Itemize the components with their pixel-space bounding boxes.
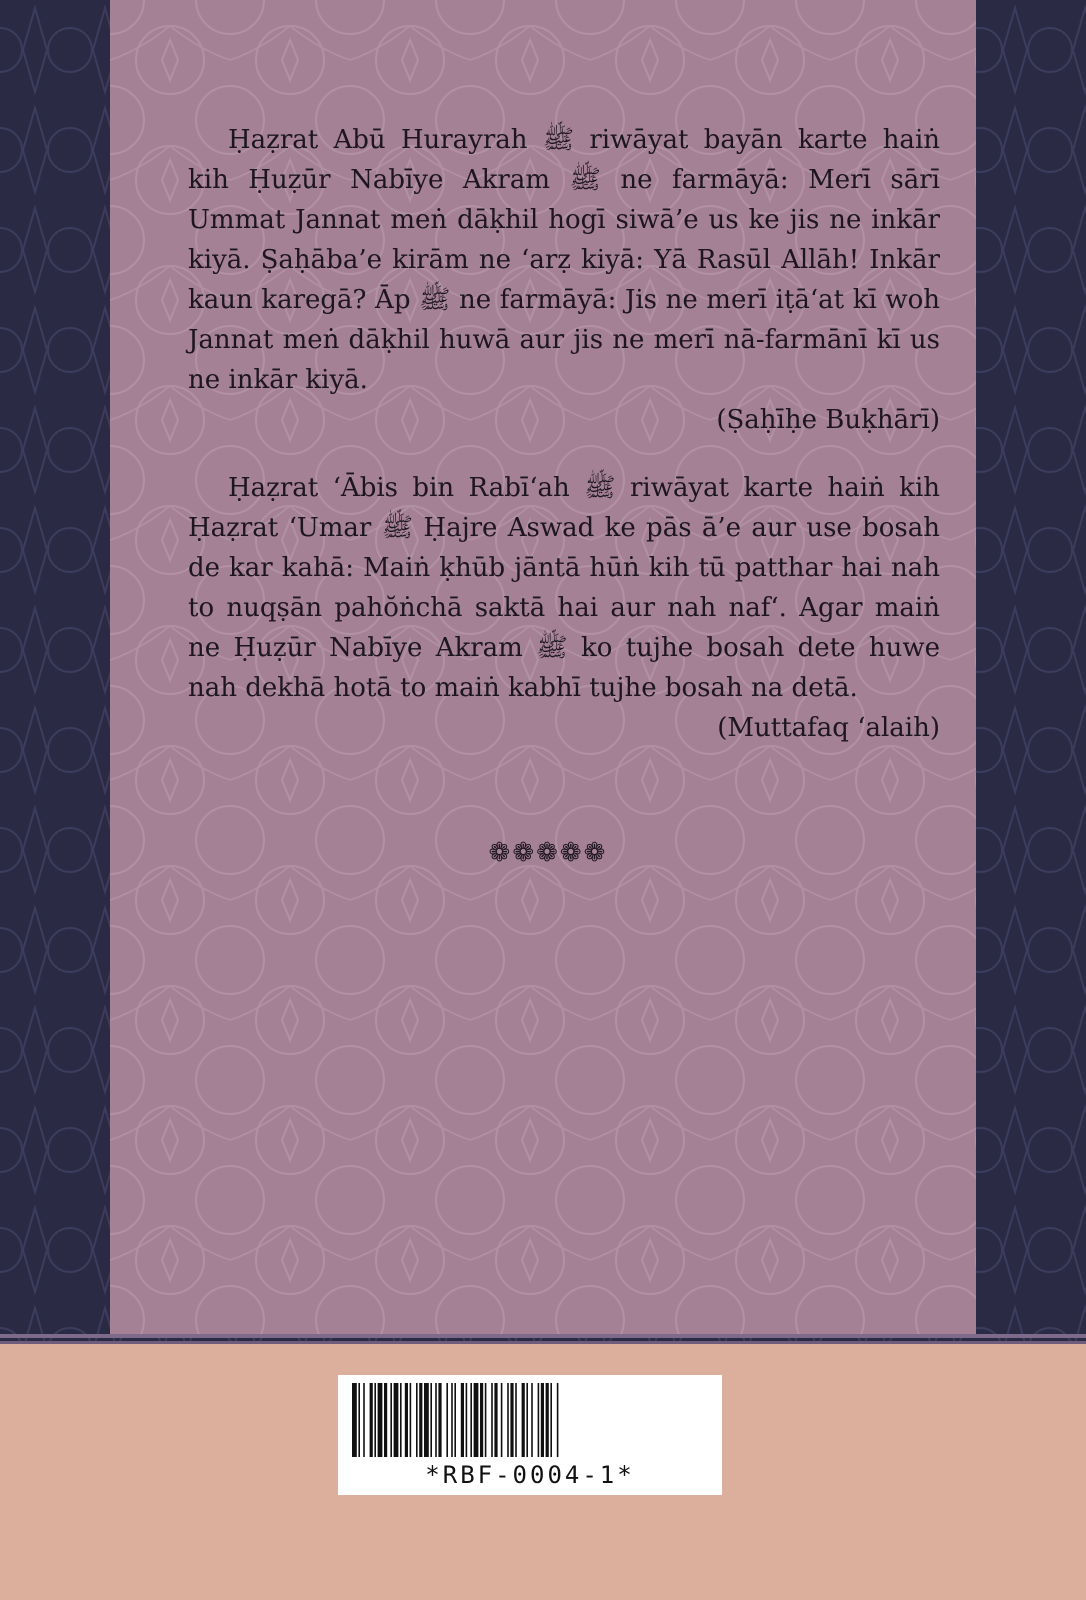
barcode-bar [557, 1383, 559, 1457]
barcode-bar [374, 1383, 376, 1457]
barcode [338, 1375, 722, 1495]
barcode-bar [430, 1383, 432, 1457]
barcode-bar [419, 1383, 422, 1457]
divider-line-lower [0, 1341, 1086, 1344]
barcode-bar [384, 1383, 387, 1457]
barcode-bar [416, 1383, 418, 1457]
barcode-bar [485, 1383, 487, 1457]
barcode-bar [410, 1383, 412, 1457]
barcode-bar [405, 1383, 408, 1457]
hadith-source-1: (Ṣaḥīḥe Buḳhārī) [716, 405, 940, 435]
barcode-bar [352, 1383, 357, 1457]
barcode-bar [522, 1383, 525, 1457]
barcode-bar [378, 1383, 383, 1457]
barcode-bar [370, 1383, 373, 1457]
barcode-bar [470, 1383, 472, 1457]
barcode-bar [400, 1383, 402, 1457]
divider-line [0, 1334, 1086, 1338]
barcode-bar [550, 1383, 552, 1457]
barcode-bar [424, 1383, 429, 1457]
barcode-bar [474, 1383, 479, 1457]
barcode-bar [390, 1383, 392, 1457]
barcode-bar [358, 1383, 360, 1457]
barcode-bar [507, 1383, 509, 1457]
barcode-bar [510, 1383, 513, 1457]
hadith-paragraph-2: Ḥaẓrat ‘Ābis bin Rabī‘ah ﷺ riwāyat karte haiṅ kih Ḥaẓrat ‘Umar ﷺ Ḥajre Aswad ke pās ā’e aur use bosah de kar kahā: Maiṅ ḳhūb jāntā hūṅ kih tū patthar hai nah to nuqṣān pahŏṅchā saktā hai aur nah naf‘. Agar maiṅ ne Ḥuẓūr Nabīye Akram ﷺ ko tujhe bosah dete huwe nah dekhā hotā to maiṅ kabhī tujhe bosah na detā. [188, 473, 941, 703]
barcode-bar [466, 1383, 468, 1457]
barcode-bars [352, 1383, 708, 1457]
barcode-bar [451, 1383, 453, 1457]
barcode-bar [446, 1383, 448, 1457]
barcode-bar [480, 1383, 483, 1457]
hadith-source-2: (Muttafaq ‘alaih) [717, 713, 940, 743]
barcode-bar [546, 1383, 549, 1457]
barcode-bar [491, 1383, 493, 1457]
barcode-bar [394, 1383, 399, 1457]
barcode-bar [515, 1383, 517, 1457]
barcode-bar [541, 1383, 544, 1457]
barcode-bar [538, 1383, 540, 1457]
barcode-bar [531, 1383, 533, 1457]
barcode-text: *RBF-0004-1* [425, 1461, 635, 1489]
barcode-bar [461, 1383, 464, 1457]
hadith-text-block [188, 120, 940, 776]
floral-ornament: ❁❁❁❁❁ [488, 838, 608, 868]
barcode-bar [435, 1383, 437, 1457]
hadith-paragraph-1: Ḥaẓrat Abū Hurayrah ﷺ riwāyat bayān karte haiṅ kih Ḥuẓūr Nabīye Akram ﷺ ne farmāyā: Merī sārī Ummat Jannat meṅ dāḳhil hogī siwā’e us ke jis ne inkār kiyā. Ṣaḥāba’e kirām ne ‘arẓ kiyā: Yā Rasūl Allāh! Inkār kaun karegā? Āp ﷺ ne farmāyā: Jis ne merī iṭā‘at kī woh Jannat meṅ dāḳhil huwā aur jis ne merī nā-farmānī kī us ne inkār kiyā. [188, 125, 940, 395]
barcode-bar [494, 1383, 497, 1457]
barcode-bar [438, 1383, 441, 1457]
barcode-bar [501, 1383, 503, 1457]
barcode-bar [363, 1383, 365, 1457]
barcode-bar [526, 1383, 528, 1457]
barcode-bar [454, 1383, 456, 1457]
